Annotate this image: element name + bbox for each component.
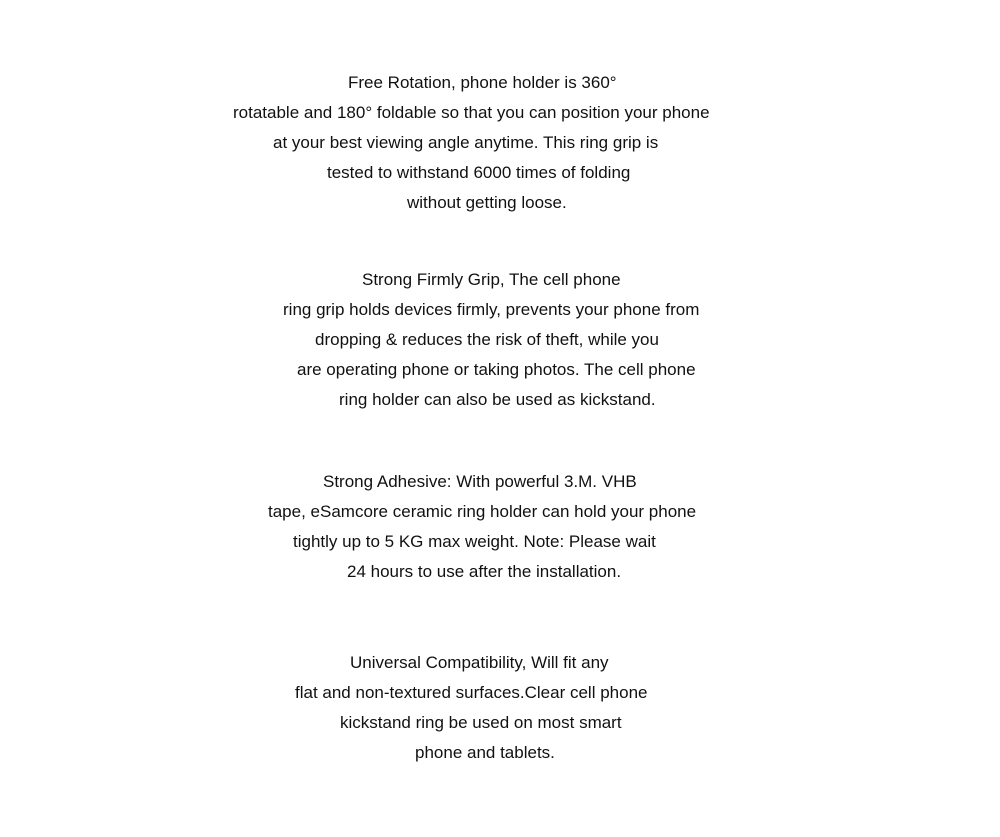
paragraph-4-line-3: kickstand ring be used on most smart [340,713,622,732]
paragraph-2-line-3: dropping & reduces the risk of theft, while you [315,330,659,349]
paragraph-3-line-3: tightly up to 5 KG max weight. Note: Please wait [293,532,656,551]
paragraph-1-line-5: without getting loose. [407,193,567,212]
paragraph-1-line-2: rotatable and 180° foldable so that you can position your phone [233,103,710,122]
paragraph-2-line-2: ring grip holds devices firmly, prevents your phone from [283,300,700,319]
paragraph-2-line-4: are operating phone or taking photos. The cell phone [297,360,696,379]
paragraph-3-line-4: 24 hours to use after the installation. [347,562,622,581]
paragraph-1-line-4: tested to withstand 6000 times of folding [327,163,631,182]
paragraph-4-line-4: phone and tablets. [415,743,555,762]
paragraph-3-line-2: tape, eSamcore ceramic ring holder can hold your phone [268,502,697,521]
paragraph-3-line-1: Strong Adhesive: With powerful 3.M. VHB [323,472,637,491]
paragraph-2-line-5: ring holder can also be used as kickstand. [339,390,656,409]
paragraph-4-line-1: Universal Compatibility, Will fit any [350,653,609,672]
paragraph-4-line-2: flat and non-textured surfaces.Clear cell phone [295,683,648,702]
paragraph-1-line-1: Free Rotation, phone holder is 360° [348,73,617,92]
paragraph-2-line-1: Strong Firmly Grip, The cell phone [362,270,621,289]
paragraph-1-line-3: at your best viewing angle anytime. This ring grip is [273,133,659,152]
